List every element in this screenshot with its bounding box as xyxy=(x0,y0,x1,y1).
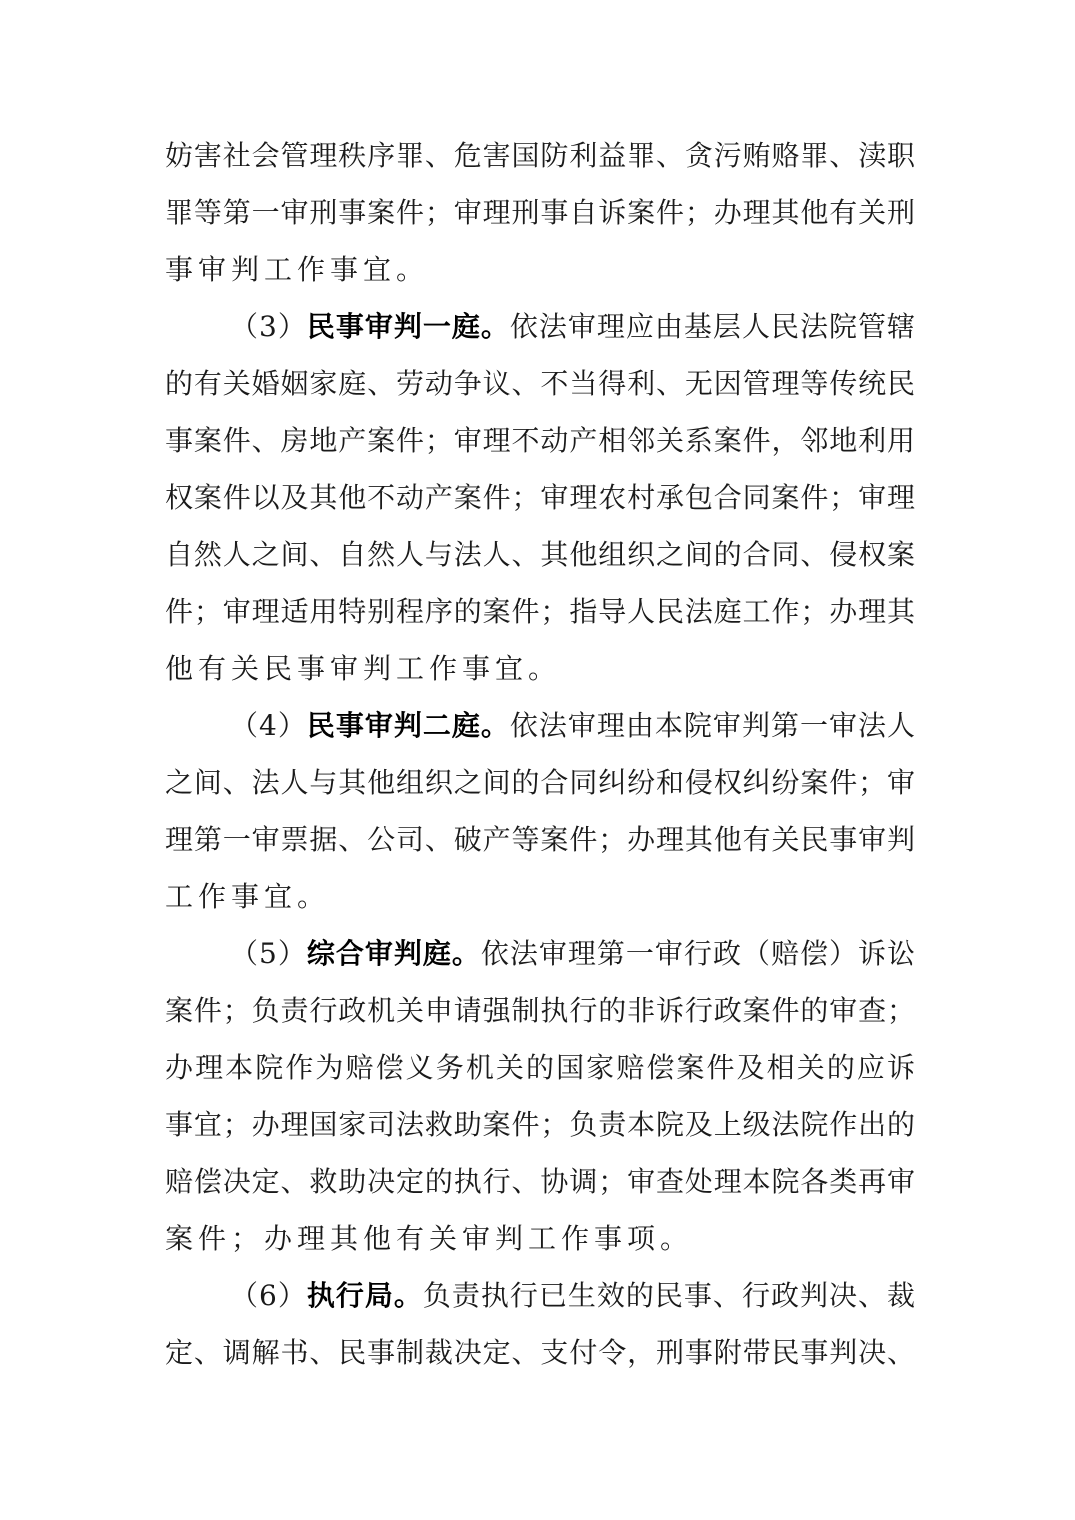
section-heading: 综合审判庭。 xyxy=(306,937,481,970)
paragraph-line: 之间、法人与其他组织之间的合同纠纷和侵权纠纷案件；审 xyxy=(165,766,915,799)
section-heading: 执行局。 xyxy=(306,1279,423,1312)
paragraph-line: 赔偿决定、救助决定的执行、协调；审查处理本院各类再审 xyxy=(165,1165,915,1198)
section-5-first-line xyxy=(230,934,915,974)
paragraph-line: 件；审理适用特别程序的案件；指导人民法庭工作；办理其 xyxy=(165,595,915,628)
paragraph-line: 权案件以及其他不动产案件；审理农村承包合同案件；审理 xyxy=(165,481,915,514)
paragraph-line: 自然人之间、自然人与法人、其他组织之间的合同、侵权案 xyxy=(165,538,915,571)
paragraph-line: 定、调解书、民事制裁决定、支付令，刑事附带民事判决、 xyxy=(165,1336,915,1369)
paragraph-line: 的有关婚姻家庭、劳动争议、不当得利、无因管理等传统民 xyxy=(165,367,915,400)
section-number: （5） xyxy=(230,937,307,970)
paragraph-line: 事案件、房地产案件；审理不动产相邻关系案件，邻地利用 xyxy=(165,424,915,457)
paragraph-line: 理第一审票据、公司、破产等案件；办理其他有关民事审判 xyxy=(165,823,915,856)
section-text: 依法审理应由基层人民法院管辖 xyxy=(509,310,915,343)
section-number: （6） xyxy=(230,1279,307,1312)
paragraph-line: 事宜；办理国家司法救助案件；负责本院及上级法院作出的 xyxy=(165,1108,915,1141)
paragraph-line: 办理本院作为赔偿义务机关的国家赔偿案件及相关的应诉 xyxy=(165,1051,915,1084)
section-number: （4） xyxy=(230,709,307,742)
section-6-first-line xyxy=(230,1276,915,1316)
section-text: 负责执行已生效的民事、行政判决、裁 xyxy=(422,1279,915,1312)
section-heading: 民事审判二庭。 xyxy=(306,709,510,742)
section-text: 依法审理由本院审判第一审法人 xyxy=(509,709,915,742)
paragraph-line: 他有关民事审判工作事宜。 xyxy=(165,652,562,685)
paragraph-line: 工作事宜。 xyxy=(165,880,331,913)
section-3-first-line xyxy=(230,307,915,347)
section-text: 依法审理第一审行政（赔偿）诉讼 xyxy=(480,937,915,970)
paragraph-line: 案件；负责行政机关申请强制执行的非诉行政案件的审查； xyxy=(165,994,915,1027)
paragraph-line: 案件；办理其他有关审判工作事项。 xyxy=(165,1222,694,1255)
section-heading: 民事审判一庭。 xyxy=(306,310,510,343)
section-4-first-line xyxy=(230,706,915,746)
paragraph-line: 罪等第一审刑事案件；审理刑事自诉案件；办理其他有关刑 xyxy=(165,196,915,229)
paragraph-line: 妨害社会管理秩序罪、危害国防利益罪、贪污贿赂罪、渎职 xyxy=(165,139,915,172)
section-number: （3） xyxy=(230,310,307,343)
paragraph-line: 事审判工作事宜。 xyxy=(165,253,430,286)
